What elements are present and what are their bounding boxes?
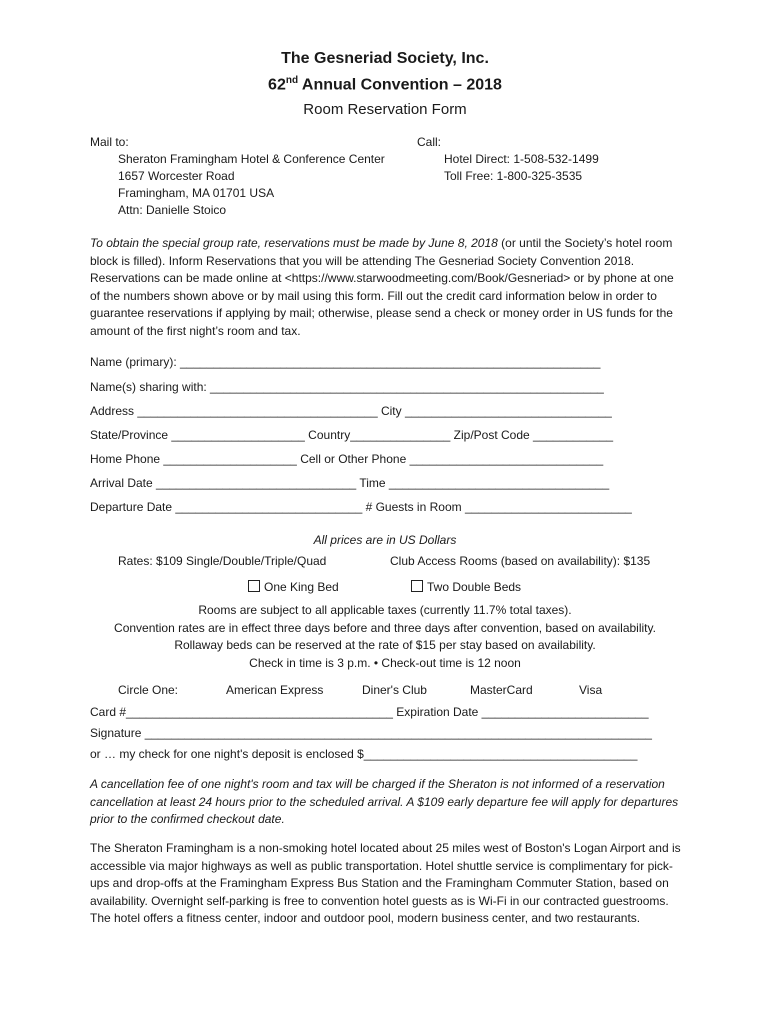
mail-line-2: 1657 Worcester Road: [118, 169, 235, 183]
mail-line-1: Sheraton Framingham Hotel & Conference Center: [118, 152, 385, 166]
policy-rollaway: Rollaway beds can be reserved at the rate of $15 per stay based on availability.: [174, 638, 596, 652]
mail-to-label: Mail to:: [90, 135, 129, 149]
field-phones[interactable]: Home Phone ____________________ Cell or Other Phone _____________________________: [90, 452, 604, 466]
policy-taxes: Rooms are subject to all applicable taxes (currently 11.7% total taxes).: [198, 603, 572, 617]
checkbox-icon[interactable]: [411, 580, 423, 592]
option-two-double-label: Two Double Beds: [427, 580, 522, 594]
field-arrival[interactable]: Arrival Date ______________________________ Time _________________________________: [90, 476, 610, 490]
prices-note: All prices are in US Dollars: [313, 533, 457, 547]
convention-ordinal: nd: [285, 75, 299, 86]
rates-text: Rates: $109 Single/Double/Triple/Quad: [118, 554, 327, 568]
policy-checkin: Check in time is 3 p.m. • Check-out time is 12 noon: [249, 656, 521, 670]
convention-title: [0, 75, 770, 94]
call-label: Call:: [417, 135, 442, 149]
option-one-king-label: One King Bed: [264, 580, 339, 594]
org-title: The Gesneriad Society, Inc.: [281, 50, 489, 67]
field-name-sharing[interactable]: Name(s) sharing with: ___________________________________________________________: [90, 380, 604, 394]
club-rates-text: Club Access Rooms (based on availability): $135: [390, 554, 651, 568]
form-title: Room Reservation Form: [303, 101, 467, 118]
circle-one-label: Circle One:: [118, 683, 179, 697]
field-card-number[interactable]: Card #________________________________________ Expiration Date _________________________: [90, 705, 649, 719]
toll-free-phone: Toll Free: 1-800-325-3535: [444, 169, 583, 183]
option-one-king-bed[interactable]: [248, 580, 339, 594]
field-signature[interactable]: Signature ____________________________________________________________________________: [90, 726, 652, 740]
policy-convention-rates: Convention rates are in effect three days before and three days after convention, based on availability.: [114, 621, 656, 635]
card-option-amex[interactable]: American Express: [226, 683, 324, 697]
convention-title-rest: Annual Convention – 2018: [298, 76, 502, 94]
card-option-mastercard[interactable]: MasterCard: [470, 683, 533, 697]
intro-text: (or until the Society’s hotel room block is filled). Inform Reservations that you will be attending The Gesneriad Society Convention 2018. Reservations can be made online at <https://www.starwoodmeeting.com/Book/Gesneriad> or by phone at one of the numbers shown above or by mail using this form. Fill out the credit card information below in order to guarantee reservations if applying by mail; otherwise, please send a check or money order in US funds for the amount of the first night’s room and tax.: [90, 236, 674, 338]
option-two-double-beds[interactable]: [411, 580, 521, 594]
checkbox-icon[interactable]: [248, 580, 260, 592]
field-check-deposit[interactable]: or … my check for one night's deposit is enclosed $_________________________________________: [90, 747, 638, 761]
mail-line-4: Attn: Danielle Stoico: [118, 203, 227, 217]
intro-deadline: To obtain the special group rate, reservations must be made by June 8, 2018: [90, 236, 498, 250]
hotel-direct-phone: Hotel Direct: 1-508-532-1499: [444, 152, 599, 166]
mail-line-3: Framingham, MA 01701 USA: [118, 186, 275, 200]
field-name-primary[interactable]: Name (primary): _______________________________________________________________: [90, 355, 601, 369]
card-option-diners[interactable]: Diner's Club: [362, 683, 427, 697]
convention-number: 62: [268, 76, 286, 94]
card-option-visa[interactable]: Visa: [579, 683, 603, 697]
field-state-country-zip[interactable]: State/Province ____________________ Country_______________ Zip/Post Code ____________: [90, 428, 614, 442]
hotel-info: The Sheraton Framingham is a non-smoking hotel located about 25 miles west of Boston's Logan Airport and is accessible via major highways as well as public transportation. Hotel shuttle service is complimentary for pick-ups and drop-offs at the Framingham Express Bus Station and the Framingham Commuter Station, based on availability. Overnight self-parking is free to convention hotel guests as is Wi-Fi in our contracted guestrooms. The hotel offers a fitness center, indoor and outdoor pool, modern business center, and two restaurants.: [90, 841, 681, 925]
field-address-city[interactable]: Address ____________________________________ City _______________________________: [90, 404, 612, 418]
cancellation-policy: A cancellation fee of one night's room and tax will be charged if the Sheraton is not informed of a reservation cancellation at least 24 hours prior to the scheduled arrival. A $109 early departure fee will apply for departures prior to the confirmed checkout date.: [90, 777, 679, 826]
intro-paragraph: [90, 235, 684, 340]
field-departure[interactable]: Departure Date ____________________________ # Guests in Room _________________________: [90, 500, 632, 514]
